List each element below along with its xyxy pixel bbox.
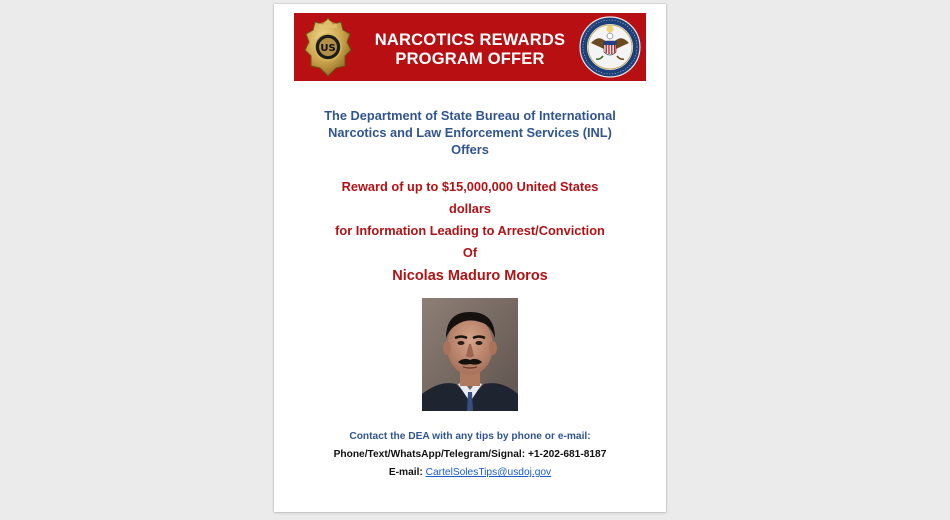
wanted-person-name: Nicolas Maduro Moros (392, 268, 548, 284)
heading-line-3: Offers (451, 142, 489, 157)
reward-line-3: for Information Leading to Arrest/Conviction (335, 223, 605, 238)
department-of-state-seal-icon (579, 16, 641, 78)
wanted-poster-page (274, 4, 666, 512)
inl-offer-heading (294, 107, 646, 158)
email-line (284, 464, 656, 482)
header-banner (294, 13, 646, 81)
contact-section (284, 428, 656, 482)
heading-line-2: Narcotics and Law Enforcement Services (INL) (328, 125, 612, 140)
phone-label: Phone/Text/WhatsApp/Telegram/Signal (333, 449, 522, 460)
reward-line-4: Of (462, 245, 478, 260)
phone-line (284, 446, 656, 464)
subject-photo (422, 298, 518, 411)
portrait-illustration (422, 298, 518, 411)
phone-number: : +1-202-681-8187 (521, 449, 607, 460)
heading-line-1: The Department of State Bureau of International (324, 108, 616, 123)
email-label: E-mail: (388, 467, 426, 478)
email-link[interactable]: CartelSolesTips@usdoj.gov (425, 467, 552, 478)
reward-statement (294, 176, 646, 288)
reward-line-2: dollars (449, 201, 491, 216)
badge-label: US (320, 43, 336, 54)
contact-lead: Contact the DEA with any tips by phone or e-mail: (349, 431, 591, 442)
dea-badge-icon (303, 16, 353, 78)
banner-title: NARCOTICS REWARDS PROGRAM OFFER (374, 31, 566, 68)
reward-line-1: Reward of up to $15,000,000 United States (341, 179, 599, 194)
